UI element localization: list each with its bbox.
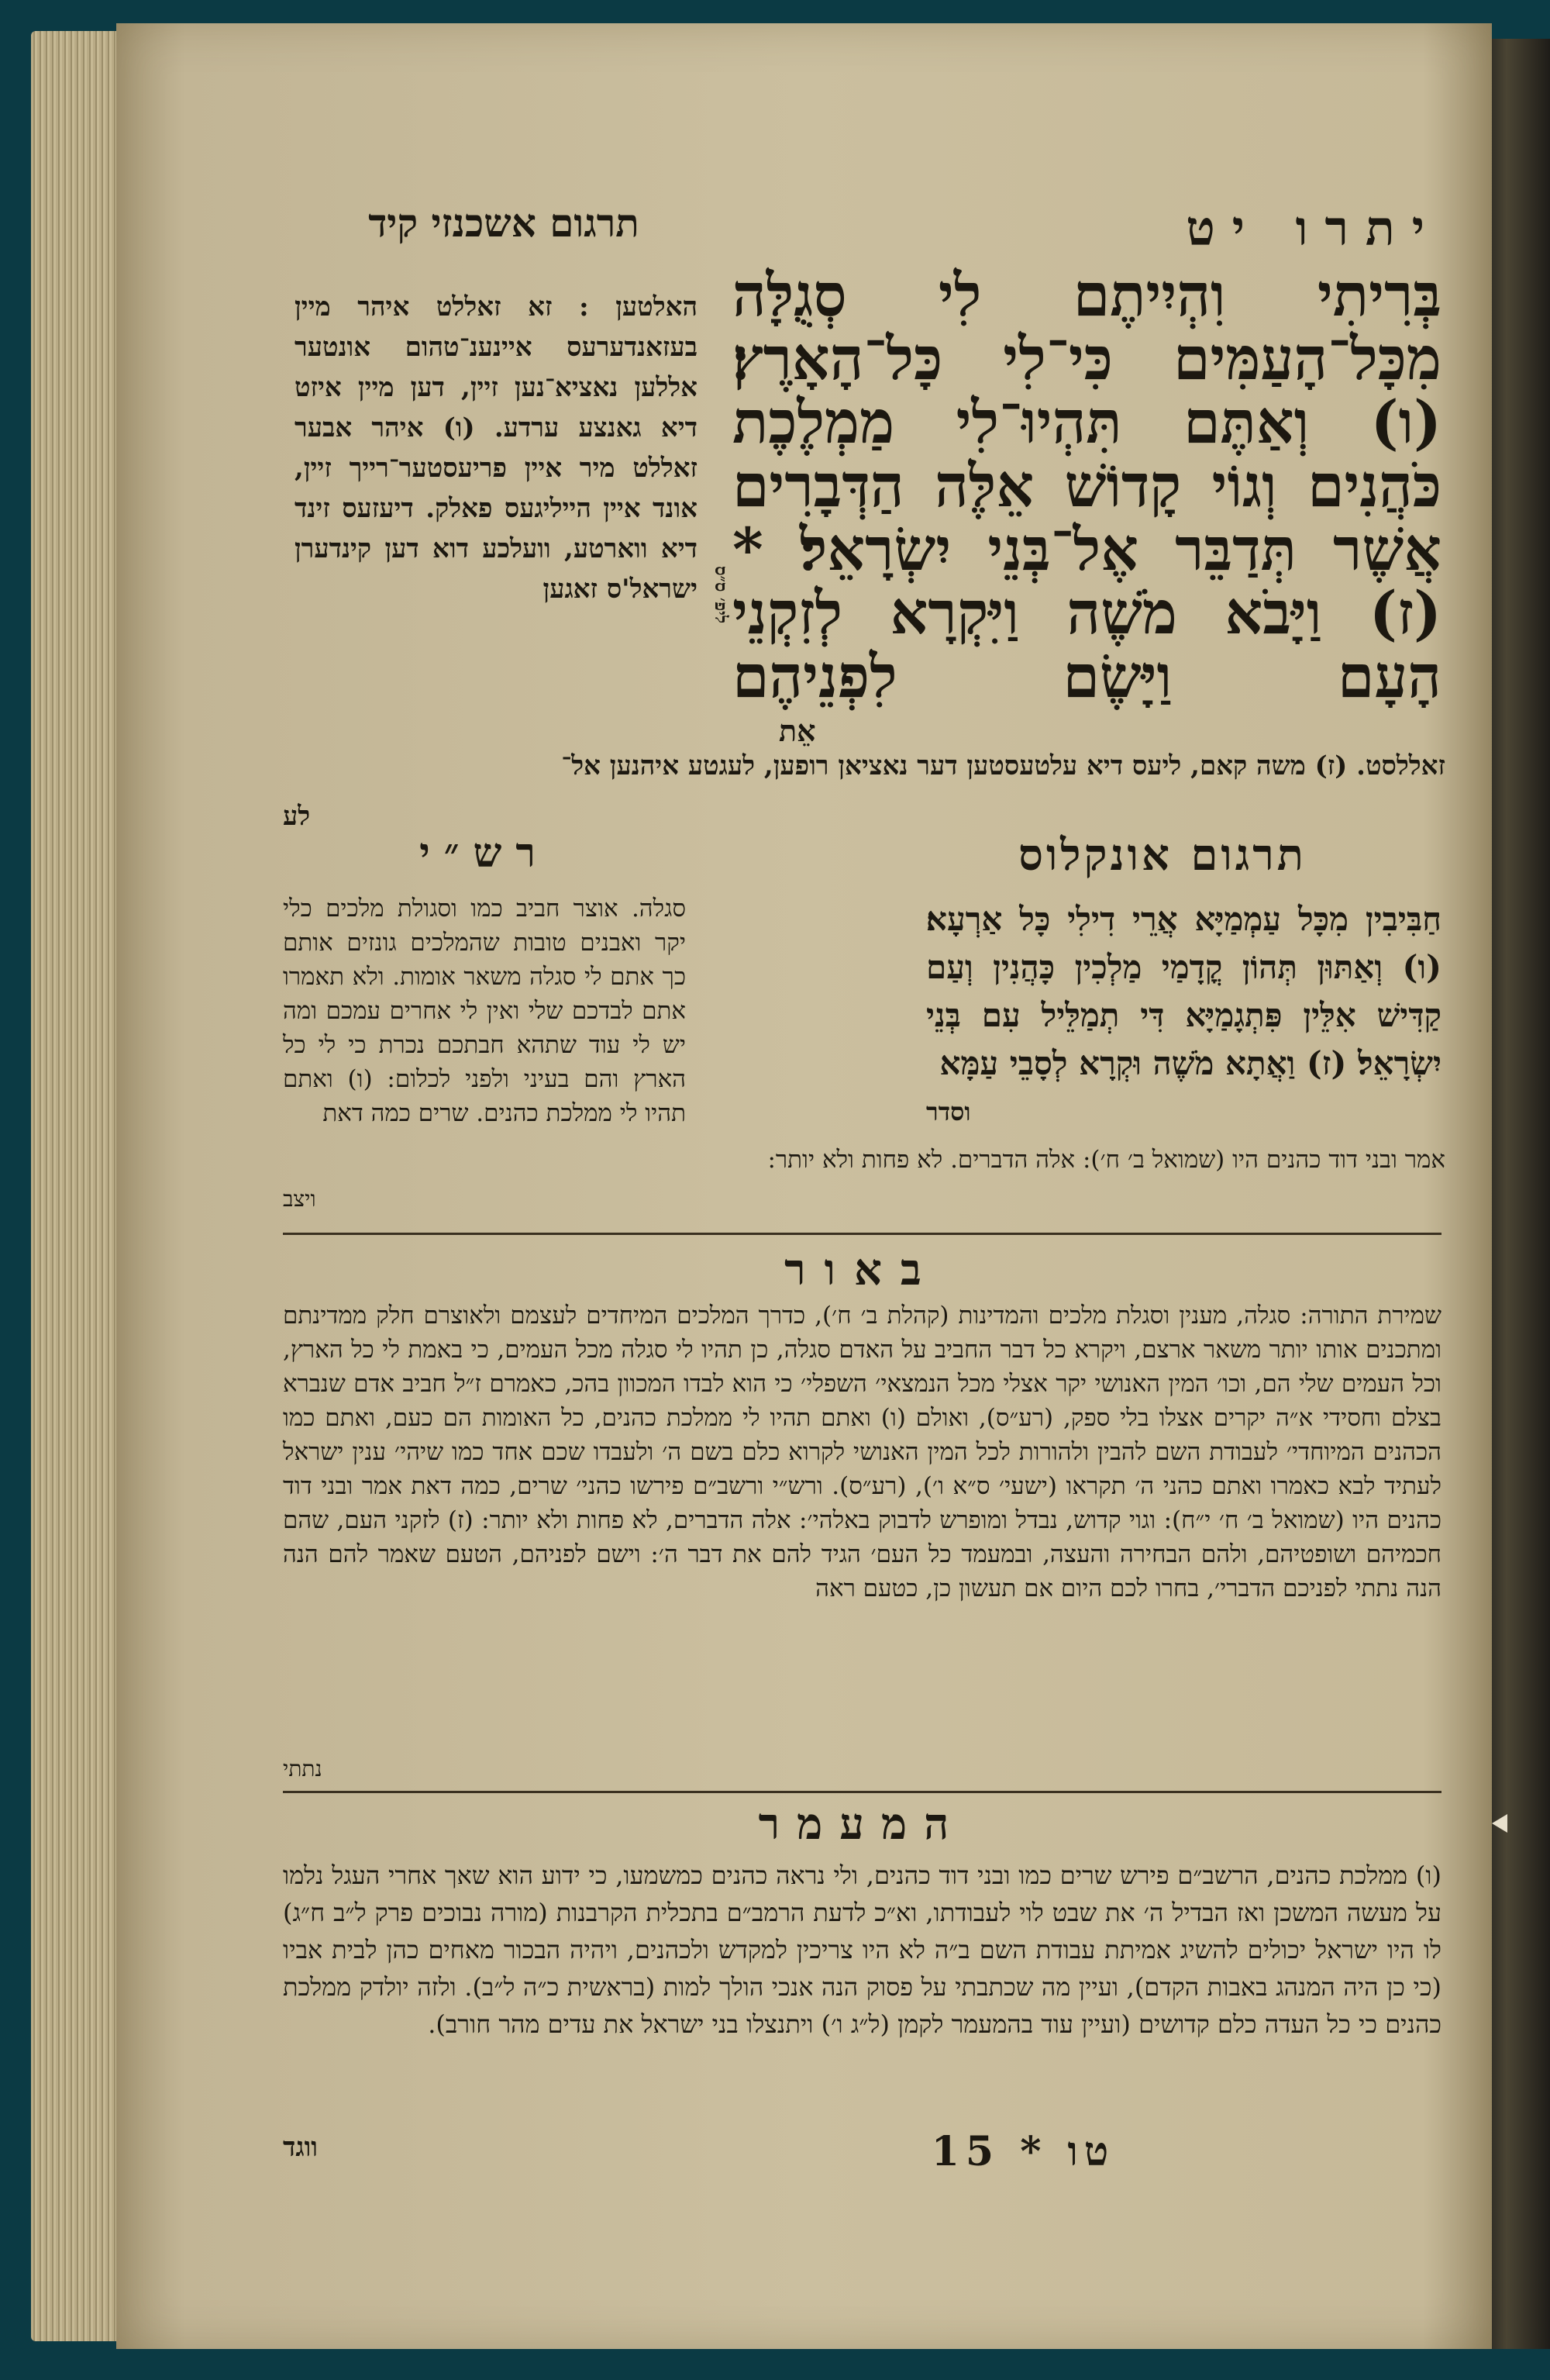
onkelos-catchword: וסדר (926, 1097, 971, 1126)
biur-catchword: נתתי (283, 1756, 322, 1782)
rashi-continuation: אמר ובני דוד כהנים היו (שמואל ב׳ ח׳): אלה הדברים. לא פחות ולא יותר: (767, 1146, 1445, 1174)
facing-page-edge (1488, 39, 1550, 2349)
rashi-text: סגלה. אוצר חביב כמו וסגולת מלכים כלי יקר ואבנים טובות שהמלכים גונזים אותם כך אתם לי סגלה משאר אומות. ולא תאמרו אתם לבדכם שלי ואין לי אחרים עמכם ומה יש לי עוד שתהא חבתכם נכרת כי לי כל הארץ והם בעיני ולפני לכלום: (ו) ואתם תהיו לי ממלכת כהנים. שרים כמה דאת (283, 895, 686, 1127)
footer-catchword: ווגד (283, 2132, 318, 2163)
book-page-edges (31, 31, 116, 2341)
onkelos-title: תרגום אונקלוס (1018, 830, 1307, 881)
rashi-catchword: ויצב (283, 1186, 316, 1212)
torah-text: בְּרִיתִי וִהְיִיתֶם לִי סְגֻלָּה מִכָּל־הָעַמִּים כִּי־לִי כָּל־הָאָרֶץ׃ (ו) וְאַתֶּם תִּהְיוּ־לִי מַמְלֶכֶת כֹּהֲנִים וְגוֹי קָדוֹשׁ אֵלֶּה הַדְּבָרִים אֲשֶׁר תְּדַבֵּר אֶל־בְּנֵי יִשְׂרָאֵל׃ * (ז) וַיָּבֹא מֹשֶׁה וַיִּקְרָא לְזִקְנֵי הָעָם וַיָּשֶׂם לִפְנֵיהֶם (732, 260, 1442, 711)
rashi-title: רש״י (419, 830, 549, 877)
torah-catchword: אֵת (779, 713, 816, 748)
meamar-text: (ו) ממלכת כהנים, הרשב״ם פירש שרים כמו ובני דוד כהנים, ולי נראה כהנים כמשמעו, כי ידוע הוא שאך אחרי העגל נלמו על מעשה המשכן ואז הבדיל ה׳ את שבט לוי לעבודתו, וא״כ לדעת הרמב״ם בתכלית הקרבנות (מורה נבוכים פרק ל״ב ח״ג) לו היו ישראל יכולים להשיג אמיתת עבודת השם ב״ה לא היו צריכין למקדש ולכהנים, ויהיה הבכור מאחים כהן לבית אביו (כי כן היה המנהג באבות הקדם), ועיין מה שכתבתי על פסוק הנה אנכי הולך למות (בראשית כ״ה ל״ב). ולזה יולדק ממלכת כהנים כי כל העדה כלם קדושים (ועיין עוד בהמעמר לקמן (ל״ג ו׳) ויתנצלו בני ישראל את עדים מהר חורב). (283, 1861, 1442, 2039)
divider-line (283, 1791, 1442, 1793)
book-page (116, 23, 1492, 2349)
german-translation-continuation: זאללסט. (ז) משה קאם, ליעס דיא עלטעסטען דער נאציאן רופען, לעגטע איהנען אל־ (561, 750, 1445, 781)
biur-title: באור (784, 1244, 940, 1295)
divider-line (283, 1233, 1442, 1235)
page-signature: טו * 15 (931, 2128, 1115, 2175)
running-header-left: תרגום אשכנזי קיד (368, 200, 639, 246)
onkelos-text: חַבִּיבִין מִכָּל עַמְמַיָּא אֲרֵי דִילִי כָּל אַרְעָא׃ (ו) וְאַתּוּן תְּהוֹן קֳדָמַי מַלְכִין כָּהֲנִין וְעַם קַדִּישׁ אִלֵּין פִּתְגָמַיָּא דִּי תְמַלֵּיל עִם בְּנֵי יִשְׂרָאֵל׃ (ז) וַאֲתָא מֹשֶׁה וּקְרָא לְסָבֵי עַמָּא (926, 900, 1442, 1082)
meamar-title: המעמר (758, 1799, 966, 1850)
biur-text: שמירת התורה: סגלה, מענין וסגלת מלכים והמדינות (קהלת ב׳ ח׳), כדרך המלכים המיחדים לעצמם ולאוצרם חלק ממדינתם ומתכנים אותו יותר משאר ארצם, ויקרא כל דבר החביב על האדם סגלה, כן תהיו לי סגלה מכל העמים, כי באמת לי כל הארץ, וכל העמים שלי הם, וכו׳ המין האנושי יקר אצלי מכל הנמצאי׳ השפלי׳ כי הוא לבדו המכוון בהכ, כאמרם ז״ל חביב אדם שנברא בצלם וחסידי א״ה יקרים אצלו בלי ספק, (רע״ס), ואולם (ו) ואתם תהיו לי ממלכת כהנים, כל האומות הם כעם, ואתם כמו הכהנים המיוחדי׳ לעבודת השם להבין ולהורות לכל המין האנושי לקרוא כלם בשם ה׳ ולעבדו שכם אחד כמו שיהי׳ ענין ישראל לעתיד לבא כאמרו ואתם כהני ה׳ תקראו (ישעי׳ ס״א ו׳), (רע״ס). ורש״י ורשב״ם פירשו כהני׳ שרים, כמה דאת אמר ובני דוד כהנים היו (שמואל ב׳ ח׳ י״ח): וגוי קדוש, נבדל ומופרש לדבוק באלהי׳: אלה הדברים, לא פחות ולא יותר: (ז) לזקני העם, שהם חכמיהם ושופטיהם, ולהם הבחירה והעצה, ובמעמד כל העם׳ הגיד להם את דבר ה׳: וישם לפניהם, הטעם שאמר להם הנה הנה נתתי לפניכם הדברי׳, בחרו לכם היום אם תעשון כן, כטעם ראה (283, 1302, 1442, 1602)
german-translation-catchword: לע (283, 801, 311, 832)
german-translation-column: האלטען : זא זאללט איהר מיין בעזאנדערעס איינענ־טהום אונטער אללען נאציא־נען זיין, דען מיין איזט דיא גאנצע ערדע. (ו) איהר אבער זאללט מיר איין פריעסטער־רייך זיין, אונד איין הייליגעס פאלק. דיעזעס זינד דיא ווארטע, וועלכע דוא דען קינדערן ישראל'ס זאגען (294, 291, 698, 605)
running-header-right: יתרו יט (1186, 200, 1442, 257)
margin-note: ליפ׳ ס״ס (711, 566, 731, 624)
